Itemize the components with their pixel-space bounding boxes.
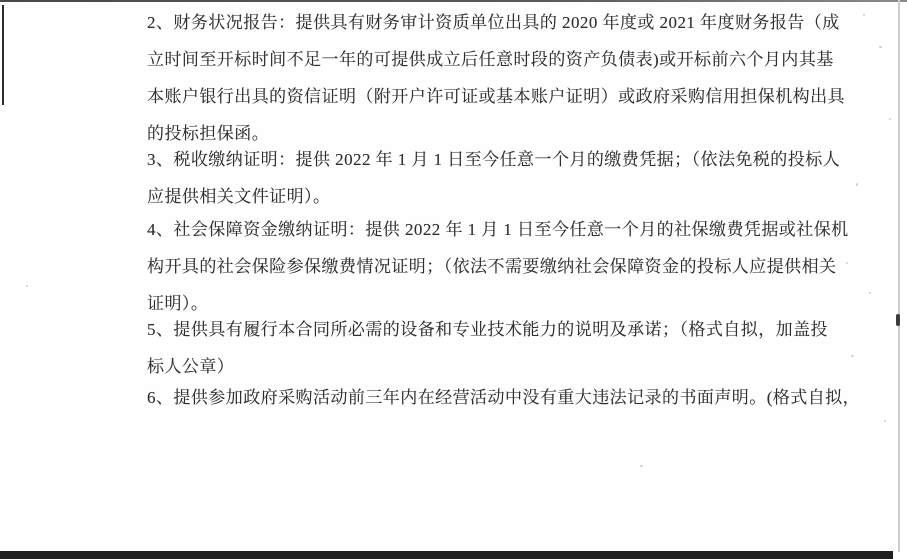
scan-noise-speck [879, 46, 882, 48]
doc-line: 立时间至开标时间不足一年的可提供成立后任意时段的资产负债表)或开标前六个月内其基 [147, 50, 834, 69]
scan-noise-speck [863, 14, 865, 16]
paragraph-item-6-no-violation-declaration [147, 379, 859, 416]
scan-noise-speck [884, 420, 886, 422]
doc-line: 3、税收缴纳证明：提供 2022 年 1 月 1 日至今任意一个月的缴费凭据；（依法免税的投标人 [147, 150, 841, 169]
doc-line: 4、社会保障资金缴纳证明：提供 2022 年 1 月 1 日至今任意一个月的社保缴费凭据或社保机 [147, 220, 849, 239]
doc-line: 的投标担保函。 [147, 124, 270, 143]
scan-noise-speck [869, 292, 871, 294]
paragraph-item-3-tax-payment-proof [147, 141, 859, 215]
scan-noise-speck [889, 118, 891, 120]
doc-line: 应提供相关文件证明）。 [147, 187, 331, 206]
scan-bottom-edge-bar [0, 551, 893, 559]
doc-line: 2、财务状况报告：提供具有财务审计资质单位出具的 2020 年度或 2021 年度财务报告（成 [147, 13, 840, 32]
paragraph-item-4-social-security-proof [147, 211, 859, 322]
scan-left-edge-line [2, 5, 4, 105]
paragraph-item-2-financial-report [147, 4, 859, 152]
doc-line: 5、提供具有履行本合同所必需的设备和专业技术能力的说明及承诺；（格式自拟，加盖投 [147, 320, 828, 339]
scan-noise-speck [26, 285, 28, 287]
scan-top-edge-line [0, 0, 907, 2]
scan-right-edge-blemish [896, 314, 900, 326]
scan-right-edge-line [898, 0, 900, 552]
doc-line: 6、提供参加政府采购活动前三年内在经营活动中没有重大违法记录的书面声明。(格式自拟， [147, 388, 861, 407]
paragraph-item-5-equipment-capability [147, 311, 859, 385]
doc-line: 标人公章） [147, 357, 235, 376]
doc-line: 证明）。 [147, 294, 209, 313]
doc-line: 本账户银行出具的资信证明（附开户许可证或基本账户证明）或政府采购信用担保机构出具 [147, 87, 845, 106]
scan-noise-speck [640, 465, 643, 467]
doc-line: 构开具的社会保险参保缴费情况证明；（依法不需要缴纳社会保障资金的投标人应提供相关 [147, 257, 837, 276]
